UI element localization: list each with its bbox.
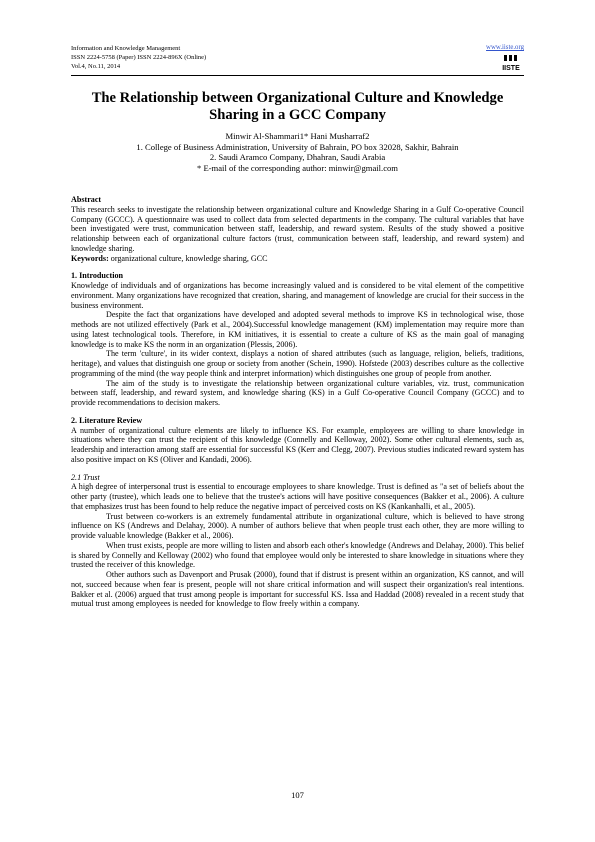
intro-paragraph-1: Knowledge of individuals and of organizations has become increasingly valued and is considered to be vital element of the competitive environment. Many organizations have recognized that creation, sharing, and management of knowledge are crucial for their success in the business environment. (71, 281, 524, 310)
logo-text: IISTE (502, 65, 520, 72)
keywords-text: organizational culture, knowledge sharing, GCC (108, 253, 268, 263)
trust-paragraph-3: When trust exists, people are more willing to listen and absorb each other's knowledge (Andrews and Delahay, 2000). This belief is shared by Connelly and Kelloway (2002) who found that employee would only be interested to share knowledge in situations where they trusted the receiver of this knowledge. (71, 540, 524, 570)
literature-heading: 2. Literature Review (71, 415, 143, 425)
journal-url-link[interactable]: www.iiste.org (486, 44, 524, 51)
intro-heading: 1. Introduction (71, 271, 124, 281)
corresponding-email: * E-mail of the corresponding author: minwir@gmail.com (197, 162, 398, 173)
intro-paragraph-2: Despite the fact that organizations have developed and adopted several methods to improve KS in technological wise, those methods are not utilized effectively (Park et al., 2004).Successful knowledge management (KM) implementation may require more than using latest technological tools. Therefore, in KM initiatives, it is essential to create a culture of KS as the main goal of managing knowledge is to make KS the norm in an organization (Plessis, 2006). (71, 310, 524, 349)
intro-paragraph-3: The term 'culture', in its wider context, displays a notion of shared attributes (such as language, religion, beliefs, traditions, heritage), and values that distinguish one group or society from another (Schein, 1990). Hofstede (2003) describes culture as the collective programming of the mind (the way people think and interpret information) which distinguishes one group of people from another. (71, 349, 524, 378)
volume-line: Vol.4, No.11, 2014 (71, 63, 121, 70)
keywords-line (71, 254, 524, 264)
intro-paragraph-4: The aim of the study is to investigate the relationship between organizational culture variables, viz. trust, communication between staff, leadership, and reward system, and knowledge sharing (KS) in a Gulf Co-operative Council Company (GCCC) and to provide recommendations to decision makers. (71, 378, 524, 407)
affiliation-2: 2. Saudi Aramco Company, Dhahran, Saudi Arabia (209, 152, 386, 162)
abstract-heading: Abstract (71, 195, 102, 204)
trust-paragraph-1: A high degree of interpersonal trust is essential to encourage employees to share knowledge. Trust is defined as "a set of beliefs about the other party (trustee), which leads one to believe that the trustee's actions will have positive consequences (Bakker et al., 2006). A culture that emphasizes trust has been found to help reduce the negative impact of perceived costs on KS (Kankanhalli, et al., 2005). (71, 482, 524, 511)
iiste-logo (501, 54, 521, 72)
author-block (71, 131, 524, 173)
affiliation-1: 1. College of Business Administration, University of Bahrain, PO box 32028, Sakhir, Bahrain (136, 141, 459, 152)
header-rule (71, 75, 524, 76)
abstract-text: This research seeks to investigate the relationship between organizational culture and Knowledge Sharing in a Gulf Co-operative Council Company (GCCC). A questionnaire was used to collect data from selected departments in the company. The cultural variables that have been investigated were trust, communication between staff, leadership, and reward system. Results of the study showed a positive relationship between each of organizational culture factors (trust, communication between staff, leadership, and reward system) and knowledge sharing. (71, 204, 524, 253)
journal-name: Information and Knowledge Management (71, 45, 181, 52)
page-number: 107 (291, 790, 304, 800)
trust-heading: 2.1 Trust (71, 472, 100, 482)
paper-title: The Relationship between Organizational Culture and Knowledge Sharing in a GCC Company (91, 90, 504, 123)
literature-paragraph-1: A number of organizational culture elements are likely to influence KS. For example, employees are willing to share knowledge in situations where they can trust the recipient of this knowledge (Connelly and Kelloway, 2002). Some other cultural elements, such as, leadership and interaction among staff are essential for successful KS (Kerr and Clegg, 2007). Previous studies indicated reward system has also positive impact on KS (Oliver and Kandadi, 2006). (71, 425, 524, 464)
paper-body (71, 195, 524, 609)
trust-paragraph-2: Trust between co-workers is an extremely fundamental attribute in organizational culture, which is believed to have strong influence on KS (Andrews and Delahay, 2000). A number of authors believe that when people trust each other, they are more willing to provide valuable knowledge (Bakker et al., 2006). (71, 511, 524, 540)
issn-line: ISSN 2224-5758 (Paper) ISSN 2224-896X (Online) (71, 54, 207, 61)
keywords-label: Keywords: (71, 253, 109, 263)
trust-paragraph-4: Other authors such as Davenport and Prusak (2000), found that if distrust is present within an organization, KS cannot, and will not, succeed because when fear is present, people will not share critical information and will suspect their organization's real intentions. Bakker et al. (2006) argued that trust among people is important for successful KS. Issa and Haddad (2008) revealed in a recent study that mutual trust among employees is needed for knowledge to flow freely within a company. (71, 570, 524, 609)
author-names: Minwir Al-Shammari1* Hani Musharraf2 (225, 131, 370, 141)
